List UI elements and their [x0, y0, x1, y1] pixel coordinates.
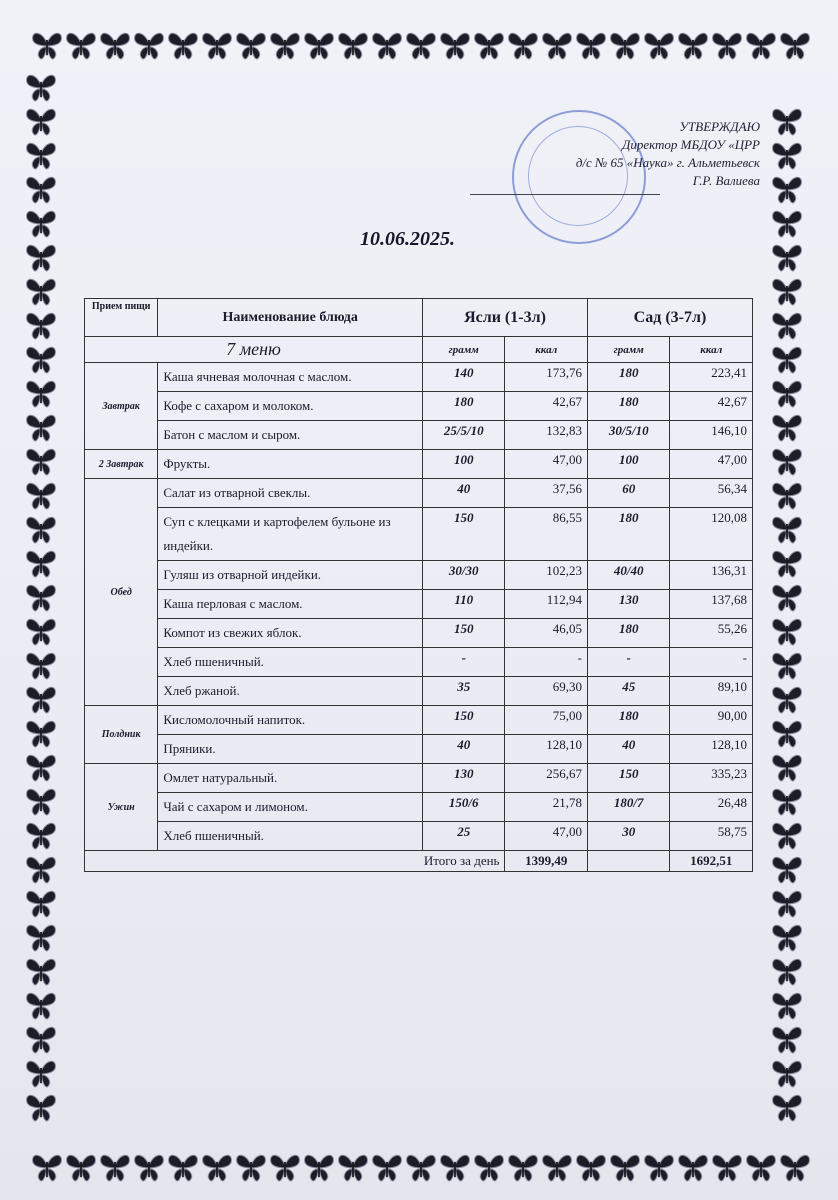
gram-garden: 130 [587, 590, 669, 619]
butterfly-icon [506, 1150, 540, 1184]
approval-line-2: д/с № 65 «Наука» г. Альметьевск [575, 155, 760, 170]
butterfly-icon [770, 716, 804, 750]
menu-number: 7 меню [85, 337, 423, 363]
butterfly-icon [676, 28, 710, 62]
kcal-nursery: 46,05 [505, 619, 587, 648]
dish-name: Пряники. [158, 735, 423, 764]
header-group-2: Сад (3-7л) [587, 299, 752, 337]
kcal-nursery: 21,78 [505, 793, 587, 822]
butterfly-icon [24, 648, 58, 682]
kcal-garden: 120,08 [670, 508, 753, 561]
butterfly-icon [24, 206, 58, 240]
total-kcal-garden: 1692,51 [670, 851, 753, 872]
butterfly-icon [24, 682, 58, 716]
approval-title: УТВЕРЖДАЮ [679, 119, 760, 134]
table-row [85, 822, 753, 851]
butterfly-icon [24, 376, 58, 410]
meal-name: Завтрак [85, 363, 158, 450]
butterfly-icon [234, 1150, 268, 1184]
butterfly-icon [472, 1150, 506, 1184]
butterfly-icon [770, 614, 804, 648]
butterfly-icon [770, 240, 804, 274]
kcal-nursery: 75,00 [505, 706, 587, 735]
butterfly-icon [608, 28, 642, 62]
header-row [85, 299, 753, 337]
butterfly-icon [64, 1150, 98, 1184]
dish-name: Кофе с сахаром и молоком. [158, 392, 423, 421]
gram-nursery: 25 [423, 822, 505, 851]
gram-garden: 30/5/10 [587, 421, 669, 450]
kcal-garden: 136,31 [670, 561, 753, 590]
kcal-nursery: 173,76 [505, 363, 587, 392]
meal-name: Ужин [85, 764, 158, 851]
approval-line-3: Г.Р. Валиева [692, 173, 760, 188]
kcal-nursery: 256,67 [505, 764, 587, 793]
dish-name: Хлеб пшеничный. [158, 822, 423, 851]
table-row [85, 508, 753, 561]
meal-name: Полдник [85, 706, 158, 764]
butterfly-icon [98, 28, 132, 62]
butterfly-icon [404, 28, 438, 62]
butterfly-icon [710, 1150, 744, 1184]
kcal-garden: 223,41 [670, 363, 753, 392]
butterfly-icon [744, 1150, 778, 1184]
butterfly-icon [608, 1150, 642, 1184]
butterfly-icon [30, 1150, 64, 1184]
table-row [85, 479, 753, 508]
dish-name: Каша ячневая молочная с маслом. [158, 363, 423, 392]
butterfly-icon [770, 410, 804, 444]
unit-gram-1: грамм [423, 337, 505, 363]
butterfly-icon [30, 28, 64, 62]
butterfly-icon [540, 28, 574, 62]
kcal-nursery: 47,00 [505, 822, 587, 851]
kcal-garden: - [670, 648, 753, 677]
gram-nursery: 40 [423, 735, 505, 764]
butterfly-icon [268, 28, 302, 62]
kcal-nursery: 102,23 [505, 561, 587, 590]
butterfly-icon [770, 784, 804, 818]
butterfly-icon [302, 1150, 336, 1184]
kcal-garden: 42,67 [670, 392, 753, 421]
butterfly-icon [574, 28, 608, 62]
butterfly-icon [770, 342, 804, 376]
gram-garden: 60 [587, 479, 669, 508]
butterfly-border-left [24, 70, 58, 1124]
gram-nursery: 180 [423, 392, 505, 421]
butterfly-icon [336, 1150, 370, 1184]
butterfly-icon [200, 28, 234, 62]
butterfly-icon [24, 240, 58, 274]
butterfly-icon [370, 28, 404, 62]
butterfly-icon [770, 818, 804, 852]
butterfly-icon [770, 954, 804, 988]
butterfly-icon [370, 1150, 404, 1184]
subheader-row [85, 337, 753, 363]
gram-garden: 40/40 [587, 561, 669, 590]
butterfly-icon [770, 1056, 804, 1090]
table-row [85, 648, 753, 677]
dish-name: Суп с клецками и картофелем бульоне из индейки. [158, 508, 423, 561]
butterfly-icon [200, 1150, 234, 1184]
butterfly-icon [770, 1090, 804, 1124]
butterfly-icon [770, 580, 804, 614]
butterfly-icon [24, 886, 58, 920]
butterfly-border-bottom [30, 1150, 812, 1184]
meal-name: 2 Завтрак [85, 450, 158, 479]
kcal-garden: 90,00 [670, 706, 753, 735]
butterfly-icon [24, 580, 58, 614]
butterfly-icon [404, 1150, 438, 1184]
butterfly-icon [770, 104, 804, 138]
butterfly-icon [24, 954, 58, 988]
menu-table [84, 298, 753, 872]
gram-garden: 180 [587, 619, 669, 648]
butterfly-icon [438, 1150, 472, 1184]
dish-name: Гуляш из отварной индейки. [158, 561, 423, 590]
dish-name: Хлеб пшеничный. [158, 648, 423, 677]
menu-date: 10.06.2025. [360, 228, 455, 250]
gram-garden: 100 [587, 450, 669, 479]
butterfly-icon [642, 28, 676, 62]
butterfly-icon [24, 614, 58, 648]
butterfly-icon [778, 28, 812, 62]
butterfly-icon [24, 172, 58, 206]
dish-name: Каша перловая с маслом. [158, 590, 423, 619]
butterfly-icon [676, 1150, 710, 1184]
gram-nursery: 150 [423, 619, 505, 648]
table-row [85, 590, 753, 619]
butterfly-icon [770, 920, 804, 954]
gram-nursery: 25/5/10 [423, 421, 505, 450]
kcal-garden: 55,26 [670, 619, 753, 648]
kcal-nursery: - [505, 648, 587, 677]
butterfly-icon [24, 478, 58, 512]
table-row [85, 677, 753, 706]
dish-name: Фрукты. [158, 450, 423, 479]
butterfly-icon [24, 988, 58, 1022]
butterfly-icon [64, 28, 98, 62]
kcal-garden: 47,00 [670, 450, 753, 479]
butterfly-icon [770, 138, 804, 172]
butterfly-icon [770, 376, 804, 410]
butterfly-icon [24, 750, 58, 784]
butterfly-icon [770, 682, 804, 716]
gram-garden: - [587, 648, 669, 677]
unit-kcal-1: ккал [505, 337, 587, 363]
kcal-garden: 58,75 [670, 822, 753, 851]
kcal-garden: 26,48 [670, 793, 753, 822]
kcal-nursery: 128,10 [505, 735, 587, 764]
gram-garden: 150 [587, 764, 669, 793]
unit-kcal-2: ккал [670, 337, 753, 363]
butterfly-icon [506, 28, 540, 62]
kcal-nursery: 69,30 [505, 677, 587, 706]
butterfly-border-top [30, 28, 812, 62]
total-label: Итого за день [85, 851, 505, 872]
kcal-nursery: 86,55 [505, 508, 587, 561]
butterfly-icon [336, 28, 370, 62]
butterfly-icon [24, 716, 58, 750]
gram-garden: 180 [587, 363, 669, 392]
butterfly-icon [268, 1150, 302, 1184]
butterfly-icon [24, 104, 58, 138]
butterfly-border-right [770, 104, 804, 1124]
gram-nursery: 30/30 [423, 561, 505, 590]
butterfly-icon [770, 444, 804, 478]
header-meal: Прием пищи [85, 299, 158, 337]
butterfly-icon [234, 28, 268, 62]
dish-name: Чай с сахаром и лимоном. [158, 793, 423, 822]
table-row [85, 619, 753, 648]
butterfly-icon [642, 1150, 676, 1184]
butterfly-icon [770, 988, 804, 1022]
table-row [85, 450, 753, 479]
table-row [85, 561, 753, 590]
header-dish: Наименование блюда [158, 299, 423, 337]
gram-nursery: - [423, 648, 505, 677]
butterfly-icon [770, 750, 804, 784]
gram-nursery: 150/6 [423, 793, 505, 822]
butterfly-icon [24, 818, 58, 852]
butterfly-icon [24, 920, 58, 954]
approval-line-1: Директор МБДОУ «ЦРР [622, 137, 760, 152]
butterfly-icon [24, 784, 58, 818]
kcal-nursery: 37,56 [505, 479, 587, 508]
approval-block [480, 118, 760, 190]
table-row [85, 392, 753, 421]
gram-nursery: 150 [423, 706, 505, 735]
dish-name: Компот из свежих яблок. [158, 619, 423, 648]
gram-nursery: 110 [423, 590, 505, 619]
kcal-garden: 335,23 [670, 764, 753, 793]
kcal-garden: 89,10 [670, 677, 753, 706]
kcal-garden: 128,10 [670, 735, 753, 764]
butterfly-icon [770, 274, 804, 308]
butterfly-icon [24, 410, 58, 444]
gram-garden: 45 [587, 677, 669, 706]
total-kcal-nursery: 1399,49 [505, 851, 587, 872]
gram-garden: 180 [587, 392, 669, 421]
header-group-1: Ясли (1-3л) [423, 299, 588, 337]
butterfly-icon [24, 1056, 58, 1090]
table-row [85, 421, 753, 450]
butterfly-icon [574, 1150, 608, 1184]
butterfly-icon [24, 444, 58, 478]
signature-line [470, 194, 660, 195]
butterfly-icon [770, 512, 804, 546]
table-row [85, 706, 753, 735]
table-row [85, 735, 753, 764]
total-row [85, 851, 753, 872]
butterfly-icon [166, 28, 200, 62]
gram-nursery: 130 [423, 764, 505, 793]
butterfly-icon [472, 28, 506, 62]
gram-garden: 180/7 [587, 793, 669, 822]
dish-name: Салат из отварной свеклы. [158, 479, 423, 508]
butterfly-icon [132, 28, 166, 62]
butterfly-icon [438, 28, 472, 62]
kcal-nursery: 42,67 [505, 392, 587, 421]
butterfly-icon [24, 138, 58, 172]
butterfly-icon [24, 1090, 58, 1124]
butterfly-icon [302, 28, 336, 62]
unit-gram-2: грамм [587, 337, 669, 363]
kcal-garden: 146,10 [670, 421, 753, 450]
gram-garden: 40 [587, 735, 669, 764]
butterfly-icon [24, 1022, 58, 1056]
gram-nursery: 150 [423, 508, 505, 561]
gram-nursery: 100 [423, 450, 505, 479]
gram-garden: 30 [587, 822, 669, 851]
meal-name: Обед [85, 479, 158, 706]
butterfly-icon [770, 172, 804, 206]
butterfly-icon [710, 28, 744, 62]
gram-garden: 180 [587, 508, 669, 561]
dish-name: Омлет натуральный. [158, 764, 423, 793]
table-row [85, 793, 753, 822]
kcal-nursery: 112,94 [505, 590, 587, 619]
table-row [85, 764, 753, 793]
gram-nursery: 140 [423, 363, 505, 392]
butterfly-icon [770, 852, 804, 886]
butterfly-icon [770, 648, 804, 682]
dish-name: Батон с маслом и сыром. [158, 421, 423, 450]
butterfly-icon [540, 1150, 574, 1184]
table-row [85, 363, 753, 392]
gram-nursery: 35 [423, 677, 505, 706]
kcal-nursery: 47,00 [505, 450, 587, 479]
butterfly-icon [778, 1150, 812, 1184]
butterfly-icon [770, 1022, 804, 1056]
kcal-garden: 137,68 [670, 590, 753, 619]
butterfly-icon [24, 274, 58, 308]
butterfly-icon [24, 342, 58, 376]
kcal-garden: 56,34 [670, 479, 753, 508]
butterfly-icon [24, 546, 58, 580]
kcal-nursery: 132,83 [505, 421, 587, 450]
butterfly-icon [744, 28, 778, 62]
butterfly-icon [770, 546, 804, 580]
butterfly-icon [770, 478, 804, 512]
total-empty-cell [587, 851, 669, 872]
butterfly-icon [770, 886, 804, 920]
butterfly-icon [24, 308, 58, 342]
dish-name: Хлеб ржаной. [158, 677, 423, 706]
gram-garden: 180 [587, 706, 669, 735]
butterfly-icon [770, 206, 804, 240]
gram-nursery: 40 [423, 479, 505, 508]
butterfly-icon [98, 1150, 132, 1184]
butterfly-icon [166, 1150, 200, 1184]
butterfly-icon [770, 308, 804, 342]
butterfly-icon [24, 852, 58, 886]
dish-name: Кисломолочный напиток. [158, 706, 423, 735]
butterfly-icon [24, 70, 58, 104]
butterfly-icon [24, 512, 58, 546]
butterfly-icon [132, 1150, 166, 1184]
